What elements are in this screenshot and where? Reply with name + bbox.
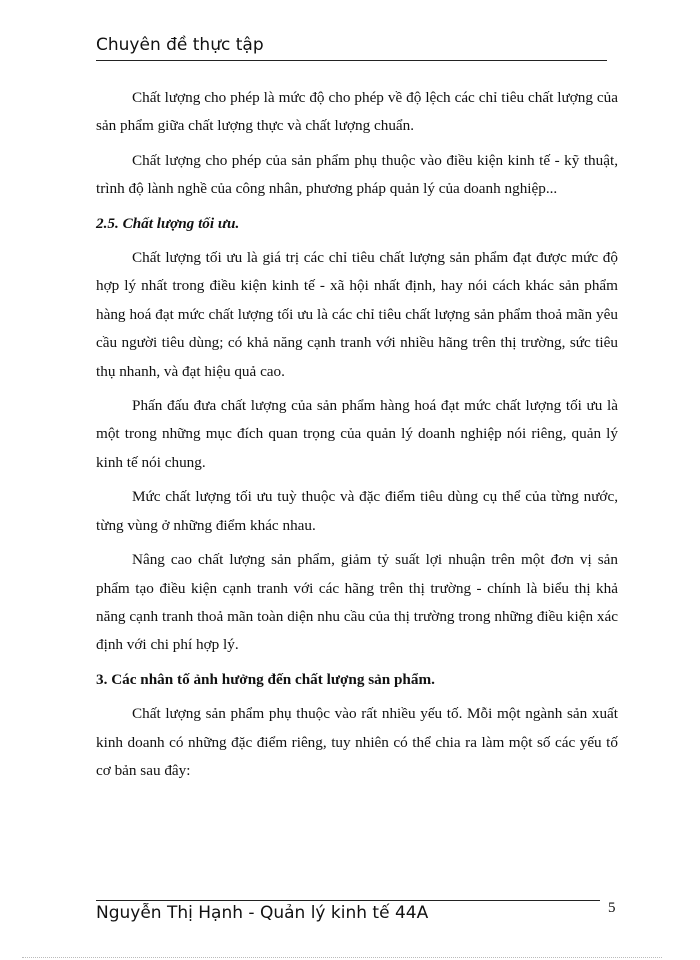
paragraph-quality-improvement: Nâng cao chất lượng sản phẩm, giảm tỷ suất lợi nhuận trên một đơn vị sản phẩm tạo điều kiện cạnh tranh với các hãng trên thị trường - chính là biểu thị khả năng cạnh tranh thoả mãn toàn diện nhu cầu của thị trường trong những điều kiện xác định với chi phí hợp lý. <box>96 551 618 654</box>
paragraph-allowed-quality-definition: Chất lượng cho phép là mức độ cho phép về độ lệch các chỉ tiêu chất lượng của sản phẩm giữa chất lượng thực và chất lượng chuẩn. <box>96 89 618 135</box>
page-number: 5 <box>608 900 616 916</box>
footer-author: Nguyễn Thị Hạnh - Quản lý kinh tế 44A <box>96 903 429 923</box>
footer-divider <box>96 900 600 901</box>
paragraph-optimal-quality-goal: Phấn đấu đưa chất lượng của sản phẩm hàng hoá đạt mức chất lượng tối ưu là một trong những mục đích quan trọng của quản lý doanh nghiệp nói riêng, quản lý kinh tế nói chung. <box>96 397 618 471</box>
section-heading-optimal-quality: 2.5. Chất lượng tối ưu. <box>96 214 240 232</box>
section-heading-quality-factors: 3. Các nhân tố ảnh hưởng đến chất lượng sản phẩm. <box>96 670 435 688</box>
paragraph-quality-factors-intro: Chất lượng sản phẩm phụ thuộc vào rất nhiều yếu tố. Mỗi một ngành sản xuất kinh doanh có những đặc điểm riêng, tuy nhiên có thể chia ra làm một số các yếu tố cơ bản sau đây: <box>96 705 618 779</box>
page-header-title: Chuyên đề thực tập <box>96 35 264 55</box>
page-bottom-border <box>22 957 662 958</box>
paragraph-optimal-quality-definition: Chất lượng tối ưu là giá trị các chỉ tiêu chất lượng sản phẩm đạt được mức độ hợp lý nhất trong điều kiện kinh tế - xã hội nhất định, hay nói cách khác sản phẩm hàng hoá đạt mức chất lượng tối ưu là các chỉ tiêu chất lượng sản phẩm thoả mãn yêu cầu người tiêu dùng; có khả năng cạnh tranh với nhiều hãng trên thị trường, sức tiêu thụ nhanh, và đạt hiệu quả cao. <box>96 249 618 380</box>
document-body <box>96 84 618 791</box>
paragraph-allowed-quality-factors: Chất lượng cho phép của sản phẩm phụ thuộc vào điều kiện kinh tế - kỹ thuật, trình độ lành nghề của công nhân, phương pháp quản lý của doanh nghiệp... <box>96 151 618 198</box>
paragraph-optimal-quality-dependency: Mức chất lượng tối ưu tuỳ thuộc và đặc điểm tiêu dùng cụ thể của từng nước, từng vùng ở những điểm khác nhau. <box>96 488 618 534</box>
header-divider <box>96 60 607 61</box>
